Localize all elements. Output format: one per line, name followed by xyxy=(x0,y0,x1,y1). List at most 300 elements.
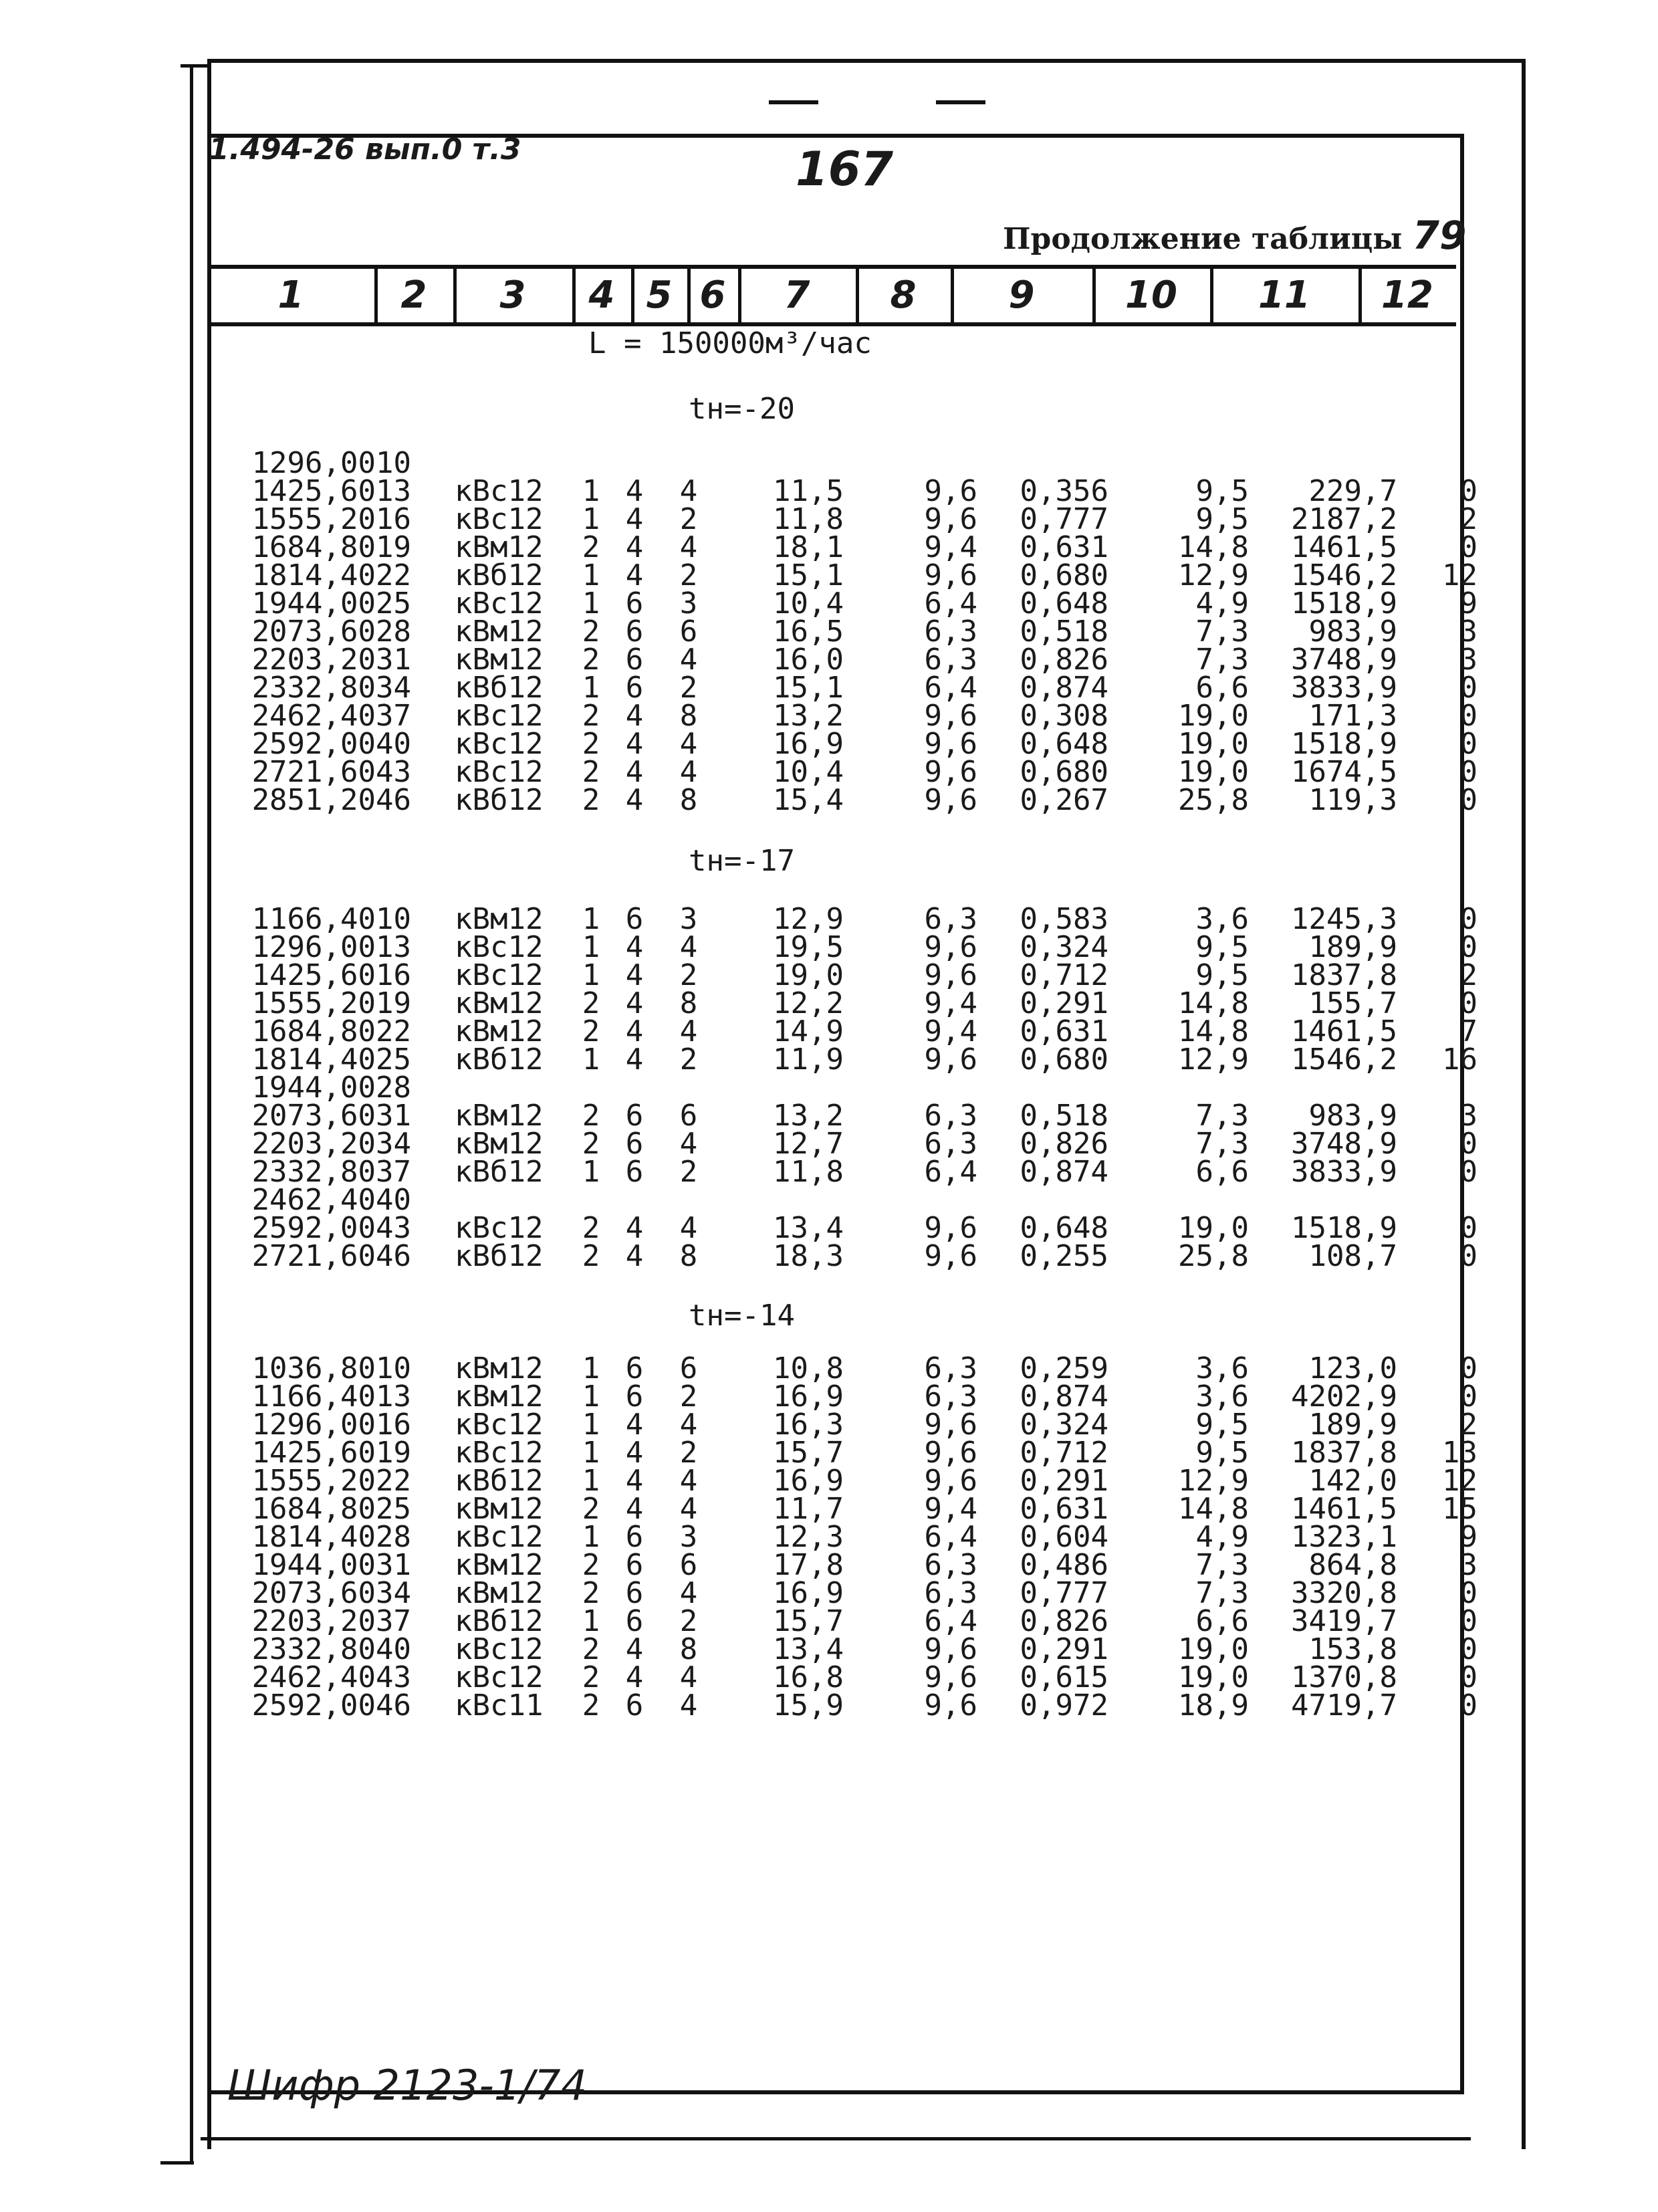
table-cell xyxy=(844,1074,977,1102)
table-cell: 16,3 xyxy=(773,1408,844,1442)
table-cell: 9,6 xyxy=(924,727,977,761)
table-cell: 2332,80 xyxy=(251,671,376,705)
table-cell: 0,874 xyxy=(1020,1379,1108,1414)
table-cell: 0,874 xyxy=(1020,671,1108,705)
column-header-row xyxy=(207,265,1456,326)
table-cell: 3,6 xyxy=(1195,1379,1249,1414)
table-cell: 4 xyxy=(679,1576,698,1610)
table-cell: 17,8 xyxy=(773,1548,844,1582)
table-cell: 25,8 xyxy=(1178,1239,1249,1273)
table-cell xyxy=(1397,1074,1477,1102)
table-cell: 19,0 xyxy=(1178,699,1249,733)
table-cell: 9,4 xyxy=(924,530,977,564)
table-cell: 34 xyxy=(376,1576,411,1610)
table-cell: 19,0 xyxy=(1178,755,1249,789)
table-cell: 2 xyxy=(582,1688,600,1723)
table-cell: 4 xyxy=(625,755,644,789)
table-cell xyxy=(608,1186,661,1214)
table-cell: 1814,40 xyxy=(251,1042,376,1077)
table-cell: 171,3 xyxy=(1308,699,1397,733)
table-cell: 1 xyxy=(582,502,600,536)
table-cell: кВс11 xyxy=(455,1688,544,1723)
table-cell: кВм12 xyxy=(455,1576,544,1610)
table-cell: 9,6 xyxy=(924,1464,977,1498)
column-header: 5 xyxy=(646,273,673,317)
table-row xyxy=(225,449,1477,477)
table-cell: 4 xyxy=(625,1464,644,1498)
table-cell: 46 xyxy=(376,783,411,817)
table-cell: 4 xyxy=(625,474,644,508)
table-cell: 1837,8 xyxy=(1291,958,1397,992)
table-cell: 0,680 xyxy=(1020,558,1108,592)
table-cell: 28 xyxy=(376,1520,411,1554)
table-cell xyxy=(608,449,661,477)
table-cell: 4 xyxy=(625,1632,644,1666)
table-cell: 3,6 xyxy=(1195,902,1249,936)
table-cell: 0 xyxy=(1459,1660,1477,1694)
table-cell: 9 xyxy=(1459,1520,1477,1554)
table-cell: 1546,2 xyxy=(1291,558,1397,592)
table-cell: 1461,5 xyxy=(1291,1492,1397,1526)
table-cell: 11,8 xyxy=(773,502,844,536)
table-cell: 1837,8 xyxy=(1291,1436,1397,1470)
table-row xyxy=(225,674,1477,702)
table-row xyxy=(225,786,1477,814)
table-cell: 16,9 xyxy=(773,1576,844,1610)
table-cell: 9,6 xyxy=(924,1239,977,1273)
table-cell: 16,9 xyxy=(773,1464,844,1498)
table-cell: 2 xyxy=(679,1155,698,1189)
top-dash-right xyxy=(936,100,985,104)
table-cell xyxy=(574,1186,608,1214)
table-cell: 6 xyxy=(625,1155,644,1189)
table-cell: 6,6 xyxy=(1195,1604,1249,1638)
table-cell: 2073,60 xyxy=(251,615,376,649)
table-cell: 0 xyxy=(1459,1351,1477,1386)
table-cell: 9,6 xyxy=(924,958,977,992)
table-row xyxy=(225,905,1477,933)
table-row xyxy=(225,618,1477,646)
table-cell: кВм12 xyxy=(455,530,544,564)
table-cell xyxy=(977,1186,1108,1214)
table-row xyxy=(225,1523,1477,1551)
table-cell: 9,4 xyxy=(924,1014,977,1048)
table-cell: 25,8 xyxy=(1178,783,1249,817)
table-cell: 19 xyxy=(376,530,411,564)
table-cell: 3 xyxy=(1459,1548,1477,1582)
table-cell: 1814,40 xyxy=(251,1520,376,1554)
table-cell: 16,5 xyxy=(773,615,844,649)
table-cell: 6 xyxy=(625,1127,644,1161)
table-cell: 9,6 xyxy=(924,930,977,964)
table-cell: 37 xyxy=(376,1155,411,1189)
table-cell: 0 xyxy=(1459,1688,1477,1723)
table-cell: 0,518 xyxy=(1020,1099,1108,1133)
table-cell xyxy=(661,449,717,477)
table-row xyxy=(225,1186,1477,1214)
table-cell: кВб12 xyxy=(455,1042,544,1077)
table-cell: 2721,60 xyxy=(251,755,376,789)
table-cell: 4,9 xyxy=(1195,586,1249,621)
table-cell: 0,712 xyxy=(1020,958,1108,992)
table-cell xyxy=(1249,1074,1397,1102)
table-cell: 4 xyxy=(625,727,644,761)
table-cell: 1 xyxy=(582,1351,600,1386)
table-cell: 14,8 xyxy=(1178,1014,1249,1048)
table-cell: 4 xyxy=(625,1492,644,1526)
table-cell: 12,3 xyxy=(773,1520,844,1554)
table-cell: кВб12 xyxy=(455,1155,544,1189)
table-cell: 46 xyxy=(376,1239,411,1273)
table-cell: 15,7 xyxy=(773,1436,844,1470)
column-header: 3 xyxy=(499,273,526,317)
table-row xyxy=(225,1692,1477,1720)
table-cell: 9,6 xyxy=(924,1436,977,1470)
table-cell: 9,6 xyxy=(924,1042,977,1077)
table-cell xyxy=(1397,1186,1477,1214)
table-cell: 10,4 xyxy=(773,755,844,789)
table-cell: 1555,20 xyxy=(251,1464,376,1498)
table-cell: 10 xyxy=(376,1351,411,1386)
table-cell: 983,9 xyxy=(1308,615,1397,649)
table-cell: 0,291 xyxy=(1020,1464,1108,1498)
table-cell: 6 xyxy=(625,615,644,649)
table-cell: 2 xyxy=(582,1014,600,1048)
table-cell: 6 xyxy=(625,586,644,621)
table-cell: 6 xyxy=(625,1548,644,1582)
table-cell: 13,4 xyxy=(773,1632,844,1666)
table-row xyxy=(225,477,1477,506)
table-cell: 6 xyxy=(625,1688,644,1723)
table-row xyxy=(225,962,1477,990)
table-cell: 153,8 xyxy=(1308,1632,1397,1666)
table-cell: 25 xyxy=(376,586,411,621)
table-cell: 2 xyxy=(1459,502,1477,536)
table-cell: 6,4 xyxy=(924,671,977,705)
table-row xyxy=(225,730,1477,758)
table-cell: 43 xyxy=(376,755,411,789)
table-row xyxy=(225,1355,1477,1383)
table-cell: 25 xyxy=(376,1042,411,1077)
table-cell: 4 xyxy=(625,1660,644,1694)
table-cell: 2 xyxy=(679,1042,698,1077)
table-cell: 28 xyxy=(376,615,411,649)
table-cell: кВс12 xyxy=(455,1660,544,1694)
table-cell: кВм12 xyxy=(455,1014,544,1048)
table-cell: 19,0 xyxy=(1178,1211,1249,1245)
table-cell: 40 xyxy=(376,1183,411,1217)
table-cell: 1684,80 xyxy=(251,530,376,564)
table-cell: 1 xyxy=(582,1042,600,1077)
table-cell: 19,0 xyxy=(1178,1660,1249,1694)
table-cell xyxy=(455,1074,574,1102)
table-cell xyxy=(844,449,977,477)
table-cell: 6,4 xyxy=(924,1520,977,1554)
table-cell: 1674,5 xyxy=(1291,755,1397,789)
table-cell: 2 xyxy=(582,615,600,649)
table-cell: 16,9 xyxy=(773,727,844,761)
table-cell: 22 xyxy=(376,1464,411,1498)
table-cell: 12 xyxy=(1442,558,1477,592)
table-cell: 6 xyxy=(625,671,644,705)
table-cell: 4202,9 xyxy=(1291,1379,1397,1414)
document-cipher: Шифр 2123-1/74 xyxy=(227,2061,588,2110)
table-cell: 1425,60 xyxy=(251,474,376,508)
table-cell: 1 xyxy=(582,958,600,992)
table-cell xyxy=(455,449,574,477)
table-cell: кВс12 xyxy=(455,1211,544,1245)
table-cell: кВс12 xyxy=(455,699,544,733)
table-cell: 4 xyxy=(679,474,698,508)
table-cell: 3320,8 xyxy=(1291,1576,1397,1610)
table-cell: 2462,40 xyxy=(251,1183,376,1217)
table-cell: 12,7 xyxy=(773,1127,844,1161)
table-continuation-title xyxy=(1003,213,1466,258)
table-cell: 6 xyxy=(625,1520,644,1554)
table-cell: 2592,00 xyxy=(251,727,376,761)
table-cell: 13 xyxy=(376,930,411,964)
table-cell: 4 xyxy=(625,558,644,592)
table-cell: 4 xyxy=(625,530,644,564)
table-cell: 2 xyxy=(582,986,600,1020)
table-cell: 16,9 xyxy=(773,1379,844,1414)
table-cell: 10,8 xyxy=(773,1351,844,1386)
table-cell: 14,9 xyxy=(773,1014,844,1048)
table-cell: 9,6 xyxy=(924,558,977,592)
table-row xyxy=(225,933,1477,962)
table-cell: кВм12 xyxy=(455,615,544,649)
table-row xyxy=(225,1383,1477,1411)
table-cell: 15,1 xyxy=(773,558,844,592)
table-cell: 4 xyxy=(679,1408,698,1442)
table-cell: 11,7 xyxy=(773,1492,844,1526)
table-row xyxy=(225,1130,1477,1158)
table-cell: 13,4 xyxy=(773,1211,844,1245)
table-cell: 13 xyxy=(376,1379,411,1414)
table-row xyxy=(225,562,1477,590)
table-cell: 0 xyxy=(1459,727,1477,761)
column-header: 1 xyxy=(277,273,304,317)
column-header: 12 xyxy=(1381,273,1433,317)
table-cell: кВм12 xyxy=(455,902,544,936)
table-cell: 14,8 xyxy=(1178,986,1249,1020)
table-cell: 6,6 xyxy=(1195,1155,1249,1189)
table-cell: 2332,80 xyxy=(251,1632,376,1666)
table-cell xyxy=(661,1074,717,1102)
table-cell: кВб12 xyxy=(455,1239,544,1273)
table-cell: кВм12 xyxy=(455,1127,544,1161)
table-cell: 19 xyxy=(376,1436,411,1470)
table-cell: 2462,40 xyxy=(251,699,376,733)
table-cell: 4 xyxy=(625,1239,644,1273)
column-header: 7 xyxy=(784,273,810,317)
table-cell xyxy=(1108,1186,1249,1214)
table-cell: 0 xyxy=(1459,930,1477,964)
table-cell: 0,826 xyxy=(1020,643,1108,677)
table-cell: 12,9 xyxy=(1178,558,1249,592)
table-cell: 16,0 xyxy=(773,643,844,677)
table-cell: 9,6 xyxy=(924,1211,977,1245)
table-cell: 0,826 xyxy=(1020,1127,1108,1161)
table-cell: 13 xyxy=(1442,1436,1477,1470)
table-cell: 2 xyxy=(679,1604,698,1638)
table-cell: 6 xyxy=(625,1379,644,1414)
table-cell: 1814,40 xyxy=(251,558,376,592)
table-cell: 3419,7 xyxy=(1291,1604,1397,1638)
table-cell: 2 xyxy=(679,1379,698,1414)
data-table-section-3 xyxy=(225,1351,1477,1723)
table-row xyxy=(225,534,1477,562)
table-cell: кВм12 xyxy=(455,1548,544,1582)
section-label: tн=-14 xyxy=(689,1299,795,1333)
table-cell xyxy=(608,1074,661,1102)
table-cell: 0,291 xyxy=(1020,986,1108,1020)
table-cell: 6,4 xyxy=(924,586,977,621)
document-code: 1.494-26 вып.0 т.3 xyxy=(209,132,521,167)
table-cell: 37 xyxy=(376,1604,411,1638)
table-cell: 9,5 xyxy=(1195,958,1249,992)
table-cell: 6 xyxy=(625,643,644,677)
table-cell: 1518,9 xyxy=(1291,1211,1397,1245)
table-cell: 0,648 xyxy=(1020,727,1108,761)
table-cell: 9,5 xyxy=(1195,474,1249,508)
table-cell: 0,648 xyxy=(1020,1211,1108,1245)
table-cell: кВм12 xyxy=(455,1379,544,1414)
table-cell: 9,4 xyxy=(924,986,977,1020)
table-cell xyxy=(977,1074,1108,1102)
table-cell: 19,0 xyxy=(773,958,844,992)
table-cell: 0,583 xyxy=(1020,902,1108,936)
table-cell: 3 xyxy=(1459,643,1477,677)
table-row xyxy=(225,1102,1477,1130)
table-cell: 46 xyxy=(376,1688,411,1723)
table-cell: 19 xyxy=(376,986,411,1020)
table-cell: 8 xyxy=(679,699,698,733)
table-cell: 1370,8 xyxy=(1291,1660,1397,1694)
table-cell: 9,5 xyxy=(1195,1436,1249,1470)
table-cell: 0,631 xyxy=(1020,1492,1108,1526)
section-label: tн=-20 xyxy=(689,392,795,426)
table-cell: 0,324 xyxy=(1020,930,1108,964)
table-cell xyxy=(717,1186,844,1214)
section-label: tн=-17 xyxy=(689,844,795,878)
table-cell: 9,5 xyxy=(1195,1408,1249,1442)
table-cell: 0,324 xyxy=(1020,1408,1108,1442)
table-cell: 1 xyxy=(582,586,600,621)
bottom-rule xyxy=(201,2137,1471,2140)
table-cell: 4 xyxy=(679,930,698,964)
table-cell: 0,777 xyxy=(1020,502,1108,536)
table-cell: 15,1 xyxy=(773,671,844,705)
table-cell: 0,267 xyxy=(1020,783,1108,817)
table-cell: 6 xyxy=(625,1351,644,1386)
table-cell: 0,631 xyxy=(1020,1014,1108,1048)
table-cell: 13,2 xyxy=(773,699,844,733)
table-cell: кВс12 xyxy=(455,930,544,964)
table-cell: 31 xyxy=(376,1548,411,1582)
table-cell: 1166,40 xyxy=(251,1379,376,1414)
table-cell: 0 xyxy=(1459,986,1477,1020)
table-cell: 1 xyxy=(582,1520,600,1554)
table-cell: 2462,40 xyxy=(251,1660,376,1694)
table-cell: 0,777 xyxy=(1020,1576,1108,1610)
table-cell: 34 xyxy=(376,671,411,705)
table-cell: 1684,80 xyxy=(251,1014,376,1048)
table-cell: 4 xyxy=(625,1042,644,1077)
left-rule xyxy=(190,64,193,2164)
table-cell: 9,6 xyxy=(924,1688,977,1723)
flow-rate-label: L = 150000м³/час xyxy=(588,326,872,360)
table-cell: 4 xyxy=(679,1492,698,1526)
table-cell: 6,3 xyxy=(924,902,977,936)
table-cell: 1 xyxy=(582,902,600,936)
table-cell: 0,255 xyxy=(1020,1239,1108,1273)
table-cell: 1425,60 xyxy=(251,958,376,992)
table-cell xyxy=(844,1186,977,1214)
table-cell: 4 xyxy=(679,1688,698,1723)
table-row xyxy=(225,1579,1477,1608)
table-cell: кВм12 xyxy=(455,643,544,677)
table-cell: 2187,2 xyxy=(1291,502,1397,536)
table-cell: 0 xyxy=(1459,902,1477,936)
table-cell: 2 xyxy=(582,1211,600,1245)
table-cell: 4 xyxy=(625,699,644,733)
table-cell: 7 xyxy=(1459,1014,1477,1048)
table-cell: 1461,5 xyxy=(1291,530,1397,564)
table-cell xyxy=(1249,449,1397,477)
table-cell: 18,1 xyxy=(773,530,844,564)
table-cell: 2203,20 xyxy=(251,1604,376,1638)
table-cell: 8 xyxy=(679,783,698,817)
table-cell: 11,9 xyxy=(773,1042,844,1077)
table-cell: кВс12 xyxy=(455,1632,544,1666)
table-cell: 6 xyxy=(625,902,644,936)
table-cell: 2 xyxy=(582,530,600,564)
table-cell: 2 xyxy=(1459,958,1477,992)
table-row xyxy=(225,758,1477,786)
table-cell: 1 xyxy=(582,1408,600,1442)
table-row xyxy=(225,1467,1477,1495)
table-cell: 15,7 xyxy=(773,1604,844,1638)
table-cell: 9,6 xyxy=(924,474,977,508)
table-cell: 12,9 xyxy=(1178,1042,1249,1077)
top-dash-left xyxy=(769,100,818,104)
table-cell: 2073,60 xyxy=(251,1099,376,1133)
table-cell: 8 xyxy=(679,986,698,1020)
page-number: 167 xyxy=(796,142,894,197)
table-row xyxy=(225,1046,1477,1074)
table-cell: кВс12 xyxy=(455,1436,544,1470)
table-cell: 0 xyxy=(1459,1632,1477,1666)
column-header: 10 xyxy=(1125,273,1177,317)
table-row xyxy=(225,646,1477,674)
table-cell: 18,3 xyxy=(773,1239,844,1273)
column-header: 6 xyxy=(699,273,726,317)
table-cell: 11,8 xyxy=(773,1155,844,1189)
table-cell: 3 xyxy=(679,902,698,936)
table-cell: 37 xyxy=(376,699,411,733)
table-row xyxy=(225,1495,1477,1523)
column-header: 2 xyxy=(400,273,427,317)
table-cell: 2073,60 xyxy=(251,1576,376,1610)
table-cell: 6,6 xyxy=(1195,671,1249,705)
table-row xyxy=(225,702,1477,730)
table-cell: кВб12 xyxy=(455,783,544,817)
table-cell: 0 xyxy=(1459,699,1477,733)
table-cell: 0,680 xyxy=(1020,1042,1108,1077)
table-cell: 1245,3 xyxy=(1291,902,1397,936)
table-cell: 4 xyxy=(679,1660,698,1694)
